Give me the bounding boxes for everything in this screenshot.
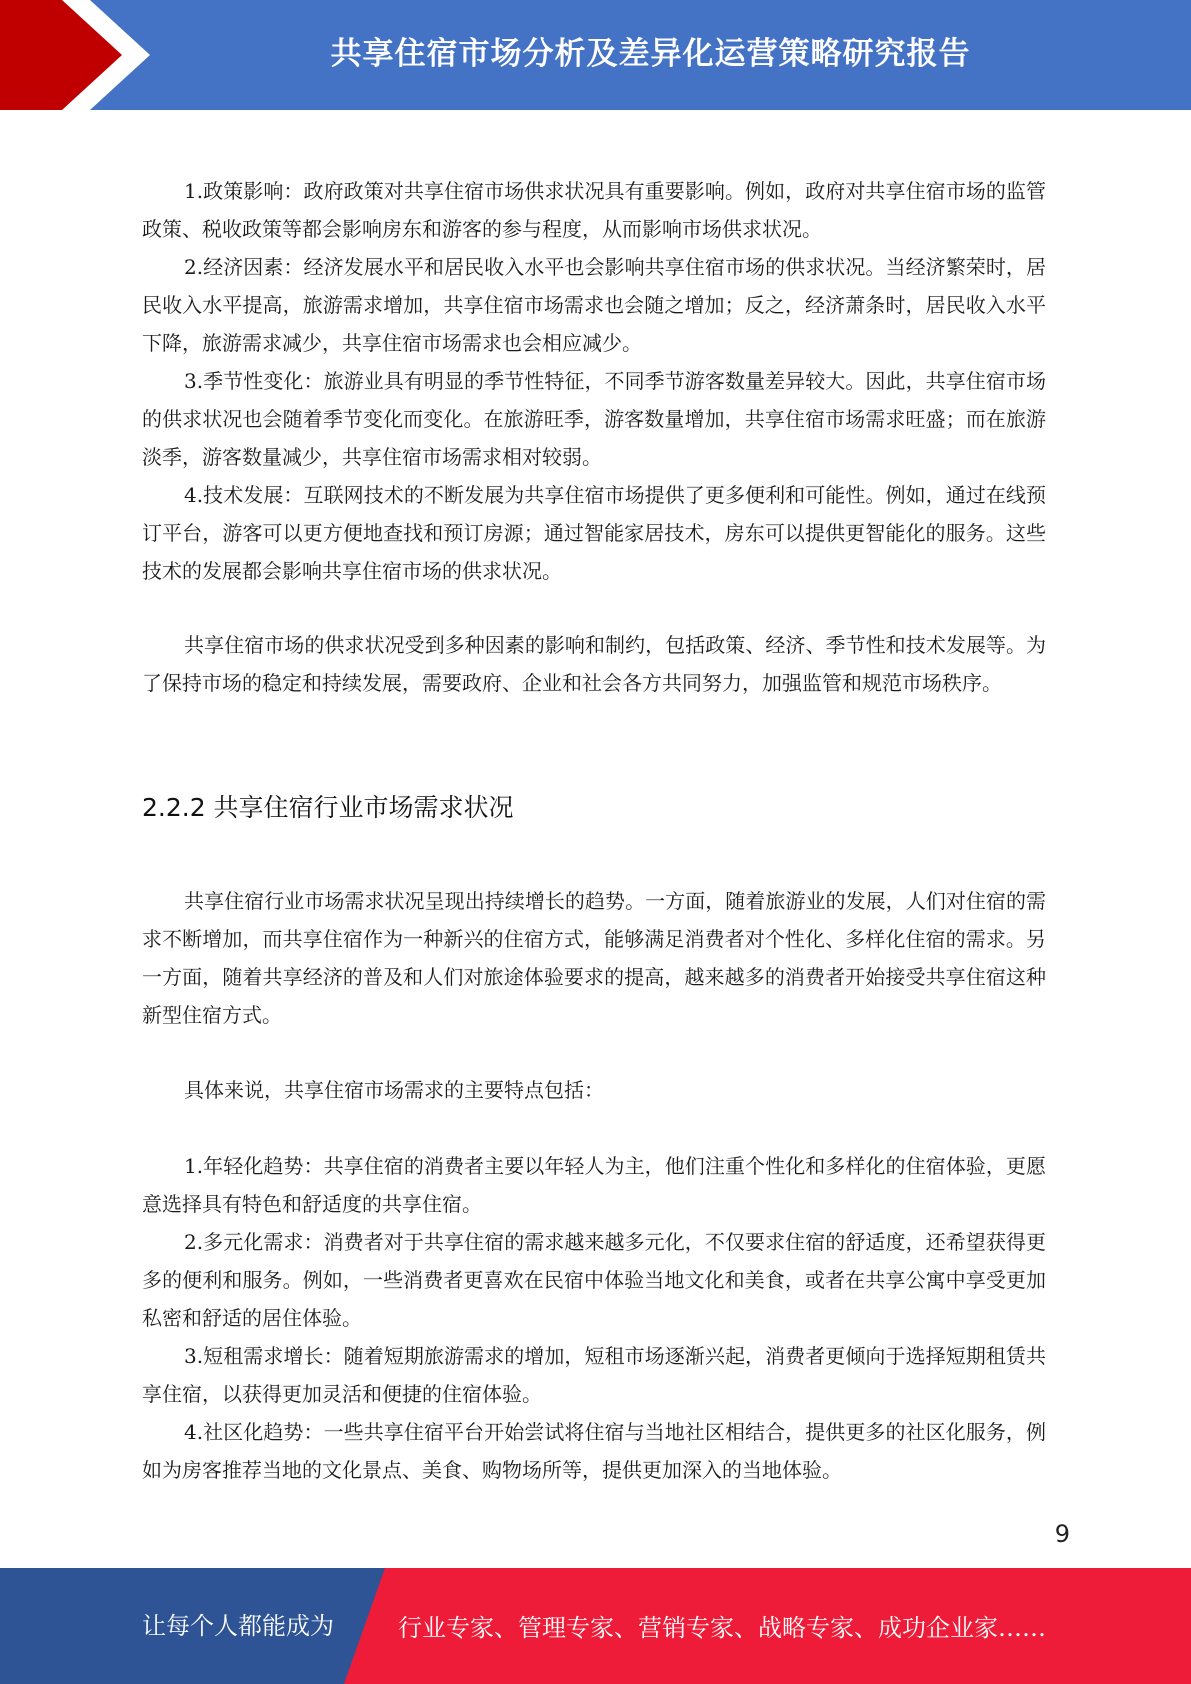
paragraph-younger: 1.年轻化趋势：共享住宿的消费者主要以年轻人为主，他们注重个性化和多样化的住宿体验，更愿意选择具有特色和舒适度的共享住宿。 — [142, 1154, 1046, 1216]
paragraph-technology: 4.技术发展：互联网技术的不断发展为共享住宿市场提供了更多便利和可能性。例如，通过在线预订平台，游客可以更方便地查找和预订房源；通过智能家居技术，房东可以提供更智能化的服务。这些技术的发展都会影响共享住宿市场的供求状况。 — [142, 483, 1046, 583]
paragraph-policy: 1.政策影响：政府政策对共享住宿市场供求状况具有重要影响。例如，政府对共享住宿市场的监管政策、税收政策等都会影响房东和游客的参与程度，从而影响市场供求状况。 — [142, 179, 1046, 241]
report-title: 共享住宿市场分析及差异化运营策略研究报告 — [330, 36, 971, 72]
paragraph-diversified: 2.多元化需求：消费者对于共享住宿的需求越来越多元化，不仅要求住宿的舒适度，还希望获得更多的便利和服务。例如，一些消费者更喜欢在民宿中体验当地文化和美食，或者在共享公寓中享受更加私密和舒适的居住体验。 — [142, 1230, 1046, 1330]
footer-slogan-right: 行业专家、管理专家、营销专家、战略专家、成功企业家…… — [398, 1614, 1046, 1642]
footer-slogan-left: 让每个人都能成为 — [142, 1612, 334, 1640]
paragraph-summary: 共享住宿市场的供求状况受到多种因素的影响和制约，包括政策、经济、季节性和技术发展等。为了保持市场的稳定和持续发展，需要政府、企业和社会各方共同努力，加强监管和规范市场秩序。 — [142, 633, 1046, 695]
paragraph-economy: 2.经济因素：经济发展水平和居民收入水平也会影响共享住宿市场的供求状况。当经济繁荣时，居民收入水平提高，旅游需求增加，共享住宿市场需求也会随之增加；反之，经济萧条时，居民收入水平下降，旅游需求减少，共享住宿市场需求也会相应减少。 — [142, 255, 1046, 355]
paragraph-demand-trend: 共享住宿行业市场需求状况呈现出持续增长的趋势。一方面，随着旅游业的发展，人们对住宿的需求不断增加，而共享住宿作为一种新兴的住宿方式，能够满足消费者对个性化、多样化住宿的需求。另一方面，随着共享经济的普及和人们对旅途体验要求的提高，越来越多的消费者开始接受共享住宿这种新型住宿方式。 — [142, 889, 1046, 1027]
section-heading: 2.2.2 共享住宿行业市场需求状况 — [142, 793, 514, 822]
page-number: 9 — [1054, 1520, 1070, 1548]
paragraph-features-intro: 具体来说，共享住宿市场需求的主要特点包括： — [184, 1078, 604, 1102]
page-header — [0, 0, 1191, 110]
paragraph-short-rent: 3.短租需求增长：随着短期旅游需求的增加，短租市场逐渐兴起，消费者更倾向于选择短期租赁共享住宿，以获得更加灵活和便捷的住宿体验。 — [142, 1344, 1046, 1406]
paragraph-season: 3.季节性变化：旅游业具有明显的季节性特征，不同季节游客数量差异较大。因此，共享住宿市场的供求状况也会随着季节变化而变化。在旅游旺季，游客数量增加，共享住宿市场需求旺盛；而在旅游淡季，游客数量减少，共享住宿市场需求相对较弱。 — [142, 369, 1046, 469]
page-footer — [0, 1568, 1191, 1684]
paragraph-community: 4.社区化趋势：一些共享住宿平台开始尝试将住宿与当地社区相结合，提供更多的社区化服务，例如为房客推荐当地的文化景点、美食、购物场所等，提供更加深入的当地体验。 — [142, 1420, 1046, 1482]
